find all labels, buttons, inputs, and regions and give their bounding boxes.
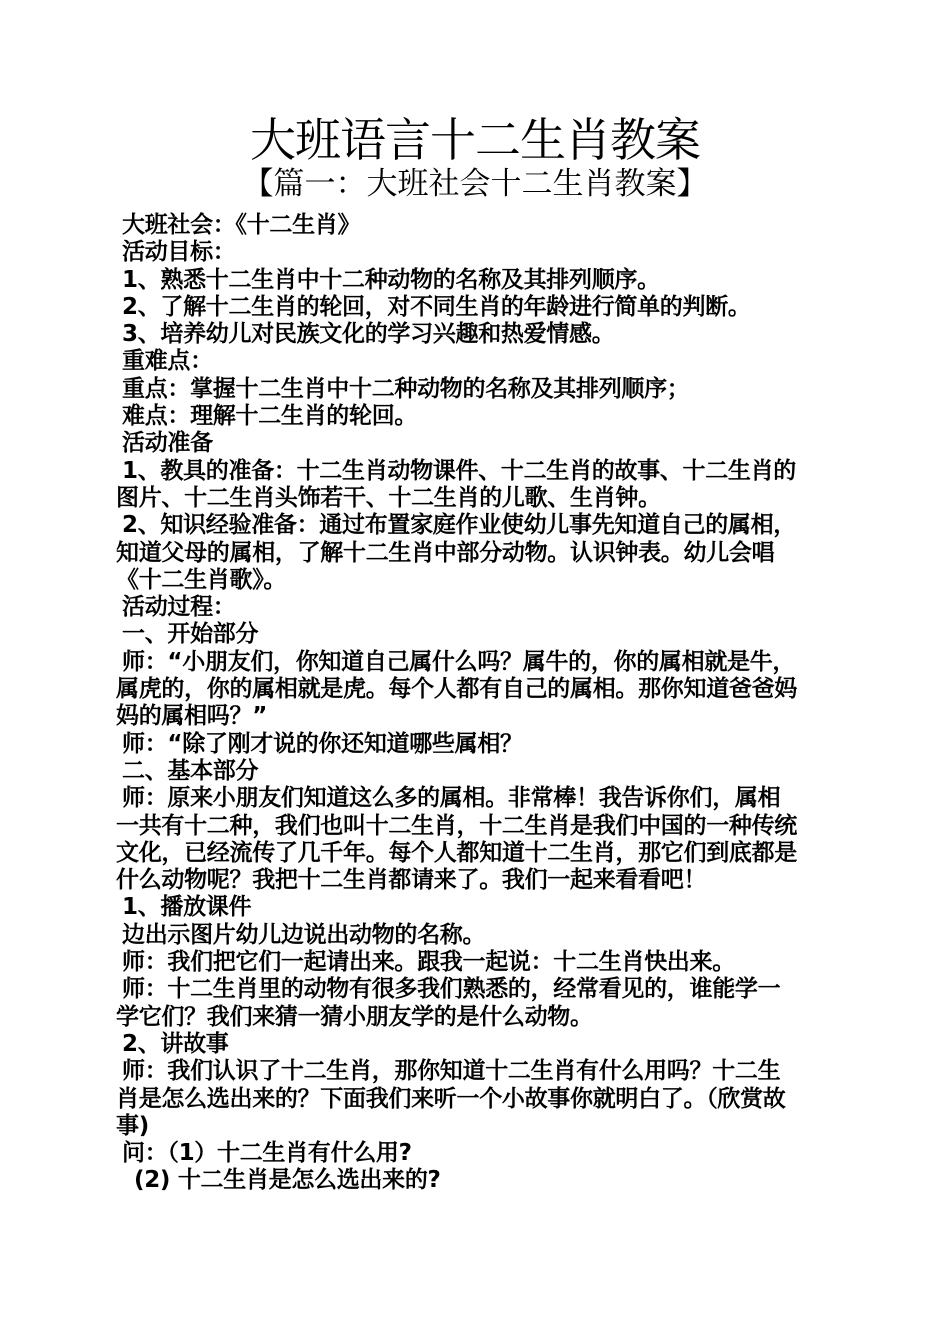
question-line: (2) 十二生肖是怎么选出来的?: [134, 1167, 441, 1194]
section-heading: 大班社会：《十二生肖》: [122, 212, 361, 238]
paragraph-line: 师：原来小朋友们知道这么多的属相。非常棒！我告诉你们，属相: [122, 785, 781, 812]
paragraph-line: 师：我们把它们一起请出来。跟我一起说：十二生肖快出来。: [122, 949, 735, 976]
document-body: [116, 212, 840, 1195]
paragraph-line: 一共有十二种，我们也叫十二生肖，十二生肖是我们中国的一种传统: [116, 812, 798, 839]
paragraph-line: 1、熟悉十二生肖中十二种动物的名称及其排列顺序。: [122, 266, 660, 293]
paragraph-line: 2、知识经验准备：通过布置家庭作业使幼儿事先知道自己的属相，: [122, 512, 797, 539]
paragraph-line: 1、教具的准备：十二生肖动物课件、十二生肖的故事、十二生肖的: [122, 457, 797, 484]
section-heading: 2、讲故事: [122, 1030, 229, 1057]
paragraph-line: 学它们？我们来猜一猜小朋友学的是什么动物。: [116, 1003, 593, 1030]
paragraph-line: 什么动物呢？我把十二生肖都请来了。我们一起来看看吧！: [116, 867, 707, 894]
paragraph-line: 图片、十二生肖头饰若干、十二生肖的儿歌、生肖钟。: [116, 484, 661, 511]
paragraph-line: 师：“除了刚才说的你还知道哪些属相？: [122, 730, 523, 757]
paragraph-line: 师：十二生肖里的动物有很多我们熟悉的，经常看见的，谁能学一: [122, 976, 781, 1003]
section-heading: 活动过程：: [122, 594, 236, 621]
paragraph-line: 《十二生肖歌》。: [116, 566, 287, 593]
paragraph-line: 3、培养幼儿对民族文化的学习兴趣和热爱情感。: [122, 321, 615, 348]
paragraph-line: 事): [116, 1112, 149, 1139]
paragraph-line: 重点：掌握十二生肖中十二种动物的名称及其排列顺序；: [122, 375, 690, 402]
paragraph-line: 边出示图片幼儿边说出动物的名称。: [122, 921, 486, 948]
section-heading: 重难点：: [122, 348, 213, 375]
paragraph-line: 2、了解十二生肖的轮回，对不同生肖的年龄进行简单的判断。: [122, 293, 751, 320]
paragraph-line: 文化，已经流传了几千年。每个人都知道十二生肖，那它们到底都是: [116, 839, 798, 866]
section-heading: 活动准备: [122, 430, 213, 457]
paragraph-line: 肖是怎么选出来的？下面我们来听一个小故事你就明白了。（欣赏故: [116, 1085, 786, 1112]
document-title: 大班语言十二生肖教案: [250, 113, 700, 167]
paragraph-line: 妈的属相吗？”: [116, 703, 268, 730]
section-heading: 活动目标：: [122, 239, 236, 266]
question-line: 问：（1）十二生肖有什么用?: [122, 1140, 412, 1167]
paragraph-line: 难点：理解十二生肖的轮回。: [122, 403, 418, 430]
section-heading: 1、播放课件: [122, 894, 252, 921]
paragraph-line: 师：我们认识了十二生肖，那你知道十二生肖有什么用吗？十二生: [122, 1058, 781, 1085]
paragraph-line: 师：“小朋友们，你知道自己属什么吗？属牛的，你的属相就是牛，: [122, 648, 796, 675]
document-subtitle: 【篇一：大班社会十二生肖教案】: [242, 166, 708, 202]
paragraph-line: 属虎的，你的属相就是虎。每个人都有自己的属相。那你知道爸爸妈: [116, 676, 798, 703]
section-heading: 一、开始部分: [122, 621, 259, 648]
section-heading: 二、基本部分: [122, 757, 259, 784]
paragraph-line: 知道父母的属相，了解十二生肖中部分动物。认识钟表。幼儿会唱: [116, 539, 775, 566]
